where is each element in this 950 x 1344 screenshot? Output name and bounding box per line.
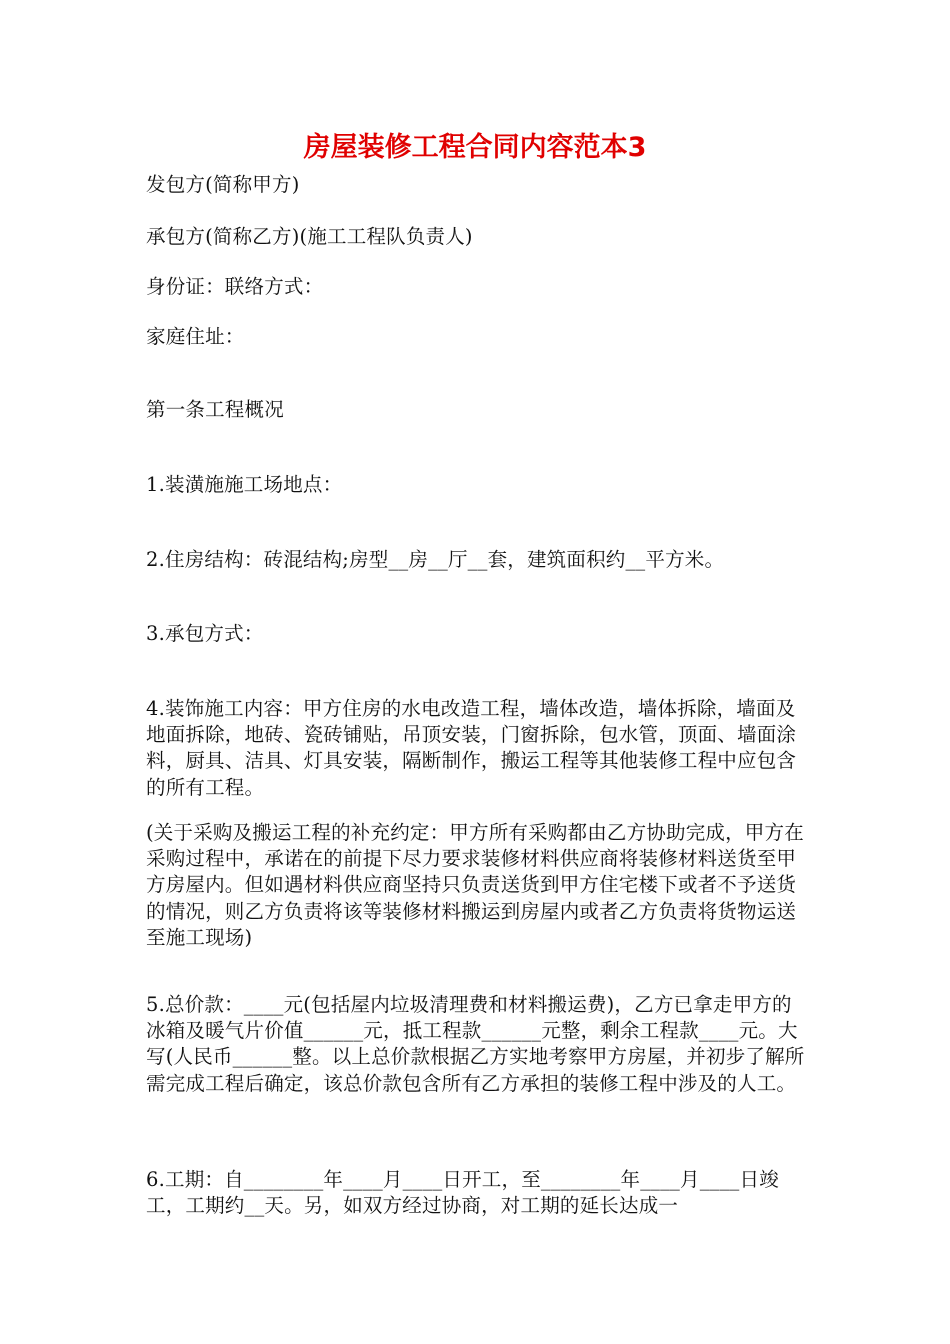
section-heading-overview: 第一条工程概况 [146,398,284,421]
item-construction-content: 4.装饰施工内容：甲方住房的水电改造工程，墙体改造，墙体拆除，墙面及地面拆除，地砖、瓷砖铺贴，吊顶安装，门窗拆除，包水管，顶面、墙面涂料，厨具、洁具、灯具安装，隔断制作，搬运工程等其他装修工程中应包含的所有工程。 [146,697,797,799]
item-structure: 2.住房结构：砖混结构;房型__房__厅__套，建筑面积约__平方米。 [146,548,725,571]
clause-id-contact: 身份证：联络方式： [146,275,324,298]
clause-address: 家庭住址： [146,325,245,348]
clause-party-a: 发包方(简称甲方) [146,173,300,196]
item-site: 1.装潢施施工场地点： [146,473,343,496]
item-procurement-note: (关于采购及搬运工程的补充约定：甲方所有采购都由乙方协助完成，甲方在采购过程中，承诺在的前提下尽力要求装修材料供应商将装修材料送货至甲方房屋内。但如遇材料供应商坚持只负责送货到甲方住宅楼下或者不予送货的情况，则乙方负责将该等装修材料搬运到房屋内或者乙方负责将货物运送至施工现场) [146,821,804,949]
item-total-price: 5.总价款：____元(包括屋内垃圾清理费和材料搬运费)，乙方已拿走甲方的冰箱及暖气片价值______元，抵工程款______元整，剩余工程款____元。大写(人民币______整。以上总价款根据乙方实地考察甲方房屋，并初步了解所需完成工程后确定，该总价款包含所有乙方承担的装修工程中涉及的人工。 [146,993,805,1095]
clause-party-b: 承包方(简称乙方)(施工工程队负责人) [146,225,473,248]
document-title: 房屋装修工程合同内容范本3 [303,132,647,163]
item-contract-type: 3.承包方式： [146,622,264,645]
item-schedule: 6.工期：自________年____月____日开工，至________年____月____日竣工，工期约__天。另，如双方经过协商，对工期的延长达成一 [146,1168,779,1218]
